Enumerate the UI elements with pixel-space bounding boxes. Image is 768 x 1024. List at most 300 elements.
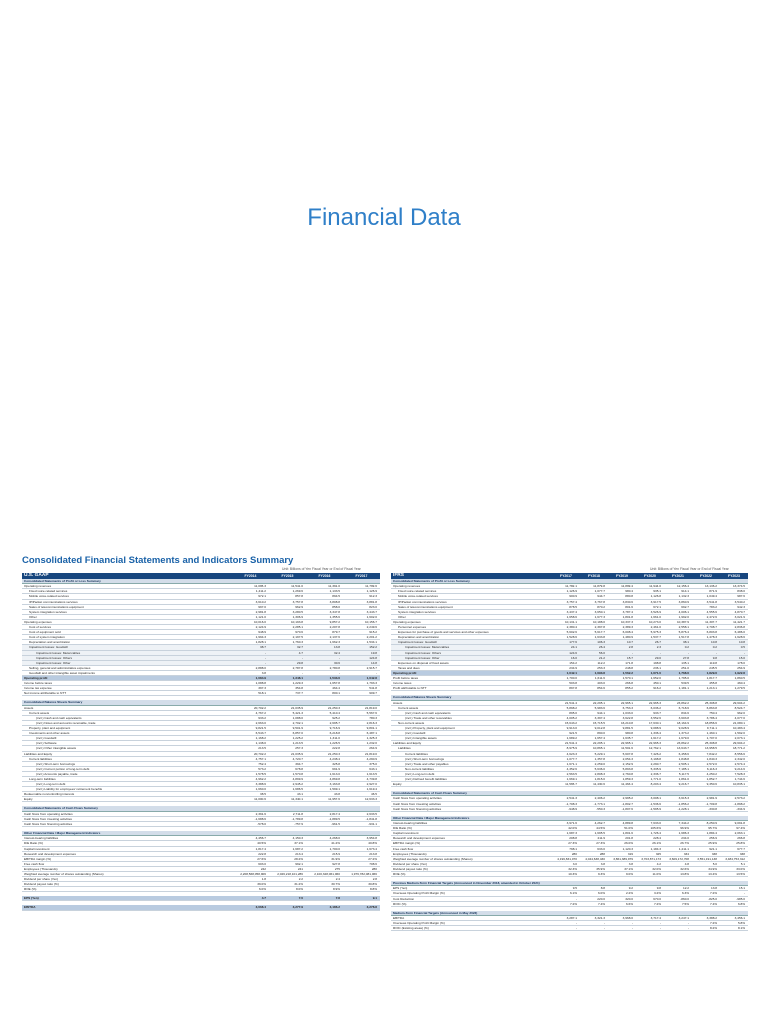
section-heading: Other Financial Data / Major Management Indicators (22, 831, 380, 836)
row-value: 1,679.0 (678, 736, 689, 741)
row-value: 1,132.3 (678, 594, 689, 599)
row-value: 3.2% (653, 891, 661, 896)
row-value: 9,214.6 (734, 766, 745, 771)
row-value: 3,650.1 (594, 609, 605, 614)
row-value: 7,842.2 (706, 751, 717, 756)
row-value: 2,290.7 (650, 761, 661, 766)
row-label: Cash flows from financing activities (24, 821, 73, 826)
row-value: 5,975.3 (650, 630, 661, 635)
row-value: 5.8% (737, 921, 745, 926)
row-value: 26.7 (654, 640, 661, 645)
row-value: 9,881.5 (622, 726, 633, 731)
row-value: 0.2 (684, 645, 689, 650)
row-value: 1,181.1 (678, 686, 689, 691)
row-value: 35.9% (596, 866, 605, 871)
row-value: 1,611.6 (594, 675, 605, 680)
column-header: FY2020 (644, 573, 656, 578)
row-value: 2,574.4 (734, 761, 745, 766)
row-value: 890.0 (597, 731, 605, 736)
row-value: 1,533.6 (329, 675, 340, 680)
row-value: 4.7 (298, 650, 303, 655)
row-value: 3,552.6 (650, 715, 661, 720)
row-value: 2.8 (372, 877, 377, 882)
row-label: Current liabilities (29, 756, 52, 761)
row-value: 11,340.1 (291, 797, 303, 802)
row-value: -961.5 (331, 821, 340, 826)
row-value: 10,016.0 (253, 619, 266, 624)
section-title: Consolidated Financial Statements and Indicators Summary (22, 555, 294, 566)
row-value: 1,528.6 (566, 635, 577, 640)
row-value: 4,870.7 (734, 609, 745, 614)
row-value: 871.9 (709, 589, 717, 594)
row-label: Long-term liabilities (29, 776, 56, 781)
row-value: 8.8% (369, 887, 377, 892)
row-value: 879.7 (332, 630, 340, 635)
row-value: 325 (655, 851, 661, 856)
row-value: 43.1 (296, 792, 303, 797)
row-value: 672.1 (653, 604, 661, 609)
row-value: 3,881.8 (366, 599, 377, 604)
row-value: 213.5 (258, 746, 266, 751)
row-value: 4,456.7 (255, 836, 266, 841)
row-value: 8,975.9 (566, 746, 577, 751)
row-value: 9,716.9 (329, 726, 340, 731)
row-value: 3,186.2 (329, 905, 340, 910)
row-value: 2,708.7 (706, 625, 717, 630)
row-label: Operating expenses (24, 619, 52, 624)
row-value: 3,954.8 (366, 836, 377, 841)
row-value: 3,068.4 (255, 905, 266, 910)
row-value: - (301, 670, 303, 675)
row-label: Income before taxes (24, 681, 53, 686)
row-label: Assets (24, 705, 34, 710)
row-label: Cash flows from operating activities (393, 796, 442, 801)
section-heading: Previous Medium-Term Financial Targets (Announced in November 2018, amended in October 2021) (391, 881, 748, 886)
row-value: 10,865.1 (592, 746, 605, 751)
row-value: 2,207.8 (329, 625, 340, 630)
row-value: 464.4 (332, 686, 340, 691)
row-value: 222.8 (332, 746, 340, 751)
row-value: 3,917.5 (650, 599, 661, 604)
row-value: 1,829.6 (706, 670, 717, 675)
row-value: 21,250.3 (327, 705, 340, 710)
row-value: 8.9% (332, 887, 340, 892)
row-value: 3,287.1 (566, 916, 577, 921)
row-label: Cost of equipment sold (29, 630, 61, 635)
row-label: IP/Packet communications services (29, 599, 78, 604)
row-value: 2,702.1 (292, 720, 303, 725)
row-value: 3,860.9 (678, 599, 689, 604)
row-value: 21,080.1 (732, 720, 745, 725)
row-value: 933.7 (653, 710, 661, 715)
row-value: 27.8 (682, 655, 689, 660)
row-value: 6,753.3 (622, 705, 633, 710)
row-value: 397.3 (258, 686, 266, 691)
row-label: Operating revenues (24, 584, 52, 589)
row-value: 992.1 (295, 861, 303, 866)
row-value: 9,088.9 (650, 726, 661, 731)
row-value: 1,570.1 (622, 675, 633, 680)
row-value: 1,848.8 (678, 756, 689, 761)
row-value: 11,782.1 (565, 584, 577, 589)
row-value: 4.7 (261, 896, 266, 901)
row-label: Operating revenues (393, 584, 421, 589)
row-value: 171.8 (625, 660, 633, 665)
row-value: 135.1 (681, 660, 689, 665)
right-unit-note: Unit: Billions of Yen Fiscal Year or End of Fiscal Year (650, 567, 729, 571)
row-value: 11,463.4 (621, 782, 633, 787)
row-value: 3,163.8 (329, 782, 340, 787)
row-value: 5,567.6 (366, 710, 377, 715)
row-value: 3,971.6 (566, 821, 577, 826)
row-value: 2,406.2 (594, 796, 605, 801)
row-value: - (301, 655, 303, 660)
row-value: 3,198.8 (650, 756, 661, 761)
column-header: FY2018 (588, 573, 600, 578)
row-value: - (575, 921, 577, 926)
row-value: 11,501.6 (621, 746, 633, 751)
row-value: 7.4% (597, 901, 605, 906)
column-header: FY2022 (700, 573, 712, 578)
row-value: 21,250.3 (327, 751, 340, 756)
row-value: 30.6 (333, 660, 340, 665)
row-value: 7,344.2 (678, 821, 689, 826)
row-value: 288 (599, 851, 605, 856)
row-value: 1,211.1 (678, 846, 689, 851)
row-value: 21,035.9 (290, 705, 303, 710)
row-value: 280 (371, 866, 377, 871)
row-value: 5,983.6 (594, 705, 605, 710)
row-value: 105.6% (650, 826, 661, 831)
row-value: 32.3% (568, 866, 577, 871)
row-label: Equity (24, 797, 33, 802)
column-header: FY2021 (672, 573, 684, 578)
row-value: 6,008.4 (622, 630, 633, 635)
row-label: Cost of services (29, 625, 52, 630)
row-label: Goodwill and other intangible asset impairments (29, 670, 95, 675)
row-value: 9.8 (656, 886, 661, 891)
row-value: 677.7 (737, 846, 745, 851)
row-value: 6.1% (569, 891, 577, 896)
row-value: 2,981.8 (255, 609, 266, 614)
row-label: Free cash flow (393, 846, 414, 851)
row-value: 1,801.8 (622, 614, 633, 619)
row-label: EBITDA (24, 905, 36, 910)
row-value: 3,703,871,173 (641, 856, 661, 861)
row-value: - (338, 670, 340, 675)
row-value: 31.9% (331, 856, 340, 861)
row-label: (incl.) Other intangible assets (36, 746, 77, 751)
row-value: 1,213.1 (706, 686, 717, 691)
row-value: 750.4 (709, 710, 717, 715)
row-value: 22,965.1 (620, 700, 633, 705)
row-value: 1,373.2 (678, 731, 689, 736)
row-value: 2,100,328,061,060 (314, 871, 340, 876)
row-value: 245.5 (709, 665, 717, 670)
row-value: 338 (711, 851, 717, 856)
row-value: 1,537.7 (650, 635, 661, 640)
row-label: (incl.) Cash and cash equivalents (405, 710, 451, 715)
row-value: 20,702.2 (253, 705, 266, 710)
row-value: 1,793.3 (366, 681, 377, 686)
row-value: 33.0% (736, 866, 745, 871)
row-value: 5,117.5 (678, 771, 689, 776)
row-value: 1,619.4 (366, 787, 377, 792)
row-value: 9,821.5 (255, 726, 266, 731)
row-value: 26.0% (624, 841, 633, 846)
row-value: 9,711.1 (706, 726, 717, 731)
row-value: 32.6% (680, 866, 689, 871)
row-value: 10,273.0 (648, 619, 661, 624)
row-value: 909.7 (369, 691, 377, 696)
row-value: 2,816.3 (366, 720, 377, 725)
row-value: 29.8 (296, 660, 303, 665)
row-label: Impairment losses: Other (405, 655, 440, 660)
row-label: Non-current assets (398, 720, 425, 725)
row-value: 1,478.3 (706, 635, 717, 640)
row-value: 30.8% (368, 882, 377, 887)
row-label: ROE (%) (24, 887, 37, 892)
row-value: 254.9 (737, 665, 745, 670)
column-header: FY2023 (728, 573, 740, 578)
row-value: 1,126.8 (650, 594, 661, 599)
row-value: 801.6 (625, 604, 633, 609)
row-label: Current assets (398, 705, 419, 710)
row-value: 1,635.7 (622, 736, 633, 741)
row-value: 7.5% (681, 901, 689, 906)
row-value: 4.8 (684, 861, 689, 866)
table-section (391, 816, 748, 877)
row-label: Cash flows from investing activities (393, 801, 441, 806)
row-label: Profit attributable to NTT (393, 686, 427, 691)
row-value: 3,551,191,138 (697, 856, 717, 861)
row-value: 27.2% (368, 856, 377, 861)
row-value: 3,541.8 (706, 599, 717, 604)
row-value: - (338, 655, 340, 660)
row-value: 40.5% (257, 841, 266, 846)
column-header: FY2017 (560, 573, 572, 578)
row-value: 823.0 (369, 604, 377, 609)
row-value: 31.2% (294, 882, 303, 887)
row-value: 9.1 (372, 896, 377, 901)
row-value: 22,965.3 (648, 700, 661, 705)
row-value: 11,957.6 (328, 797, 340, 802)
row-value: 22,965.1 (620, 741, 633, 746)
row-value: 1.8 (261, 877, 266, 882)
row-label: Cost Reduction (393, 896, 415, 901)
row-value: 3,247.1 (678, 916, 689, 921)
row-value: 1,033.0 (622, 710, 633, 715)
row-value: 1,859.3 (622, 776, 633, 781)
row-value: 2,336.7 (650, 771, 661, 776)
row-value: 6.0% (597, 891, 605, 896)
row-value: 4,250.2 (706, 771, 717, 776)
row-value: 375.0 (369, 761, 377, 766)
row-value: 541.8 (369, 686, 377, 691)
row-value: 4,290.9 (366, 756, 377, 761)
row-value: 51.0% (624, 826, 633, 831)
row-value: 7.2% (709, 891, 717, 896)
row-value: 7.2% (653, 901, 661, 906)
row-value: 236.1 (653, 665, 661, 670)
row-label: Capital investment (393, 831, 419, 836)
row-value: 266.8 (625, 681, 633, 686)
row-label: Fixed voice-related services (29, 589, 68, 594)
row-value: 39.0% (257, 882, 266, 887)
table-section (22, 896, 380, 901)
row-value: 450.1 (653, 681, 661, 686)
row-value: 643.1 (369, 766, 377, 771)
section-heading: Consolidated Statements of Profit or Loss Summary (391, 579, 748, 584)
row-value: - (659, 650, 661, 655)
row-value: 4,555.6 (706, 609, 717, 614)
row-value: 9,091.8 (734, 821, 745, 826)
row-value: 6,487.1 (366, 731, 377, 736)
row-value: 10,337.3 (620, 619, 633, 624)
row-label: Income tax expense (24, 686, 52, 691)
row-value: 855.2 (625, 686, 633, 691)
section-heading: Medium-Term Financial Targets (Announced in May 2023) (391, 911, 748, 916)
row-value: -825.0 (708, 896, 717, 901)
table-row (22, 896, 380, 901)
row-value: 1,660.0 (255, 787, 266, 792)
row-value: 1,801.6 (622, 831, 633, 836)
row-label: Free cash flow (24, 861, 45, 866)
row-value: 96.9% (680, 826, 689, 831)
row-value: 22,295.1 (592, 700, 605, 705)
row-value: 11,095.3 (254, 584, 266, 589)
row-value: 9,350.6 (706, 782, 717, 787)
row-value: -1,841.8 (365, 816, 377, 821)
row-value: 2,472.6 (706, 614, 717, 619)
row-value: 921.1 (709, 846, 717, 851)
row-value: 201.8 (625, 836, 633, 841)
row-label: Research and development expenses (393, 836, 445, 841)
row-label: Redeemable noncontrolling interests (24, 792, 75, 797)
row-value: 2,695.7 (329, 720, 340, 725)
row-label: Personnel expenses (398, 625, 427, 630)
row-value: 34.9% (708, 866, 717, 871)
row-value: 1,994.3 (255, 635, 266, 640)
row-value: 7,528.3 (734, 771, 745, 776)
row-value: 222.8 (258, 851, 266, 856)
row-value: 838.0 (737, 589, 745, 594)
row-label: Cash flows from investing activities (24, 816, 72, 821)
row-value: 22,965.3 (648, 741, 661, 746)
row-value: 7,426.2 (650, 751, 661, 756)
row-value: 7.8 (335, 896, 340, 901)
row-value: 3,321.3 (594, 916, 605, 921)
row-value: -1,773.1 (593, 801, 605, 806)
row-value: 2.4 (335, 877, 340, 882)
row-value: - (575, 926, 577, 931)
row-label: (incl.) Accounts payable, trade (36, 771, 78, 776)
table-row (391, 926, 748, 931)
row-value: 1,695.5 (594, 831, 605, 836)
row-value: 692.7 (681, 604, 689, 609)
row-label: (incl.) Intangible assets (405, 736, 437, 741)
row-value: 152.2 (369, 645, 377, 650)
row-value: 1,633.8 (594, 635, 605, 640)
row-value: 1,311.0 (329, 736, 340, 741)
row-value: 320.0 (625, 896, 633, 901)
row-value: 2.2 (298, 877, 303, 882)
row-value: 15.1 (738, 886, 745, 891)
row-value: 2,563.5 (566, 771, 577, 776)
row-value: - (631, 921, 633, 926)
row-value: 1,671.1 (566, 761, 577, 766)
row-value: 21,541.4 (564, 700, 577, 705)
row-value: 1,229.3 (292, 681, 303, 686)
row-value: 9,012.8 (594, 726, 605, 731)
row-value: 573.2 (258, 766, 266, 771)
row-value: 2,152.9 (622, 761, 633, 766)
row-label: Interest-bearing liabilities (393, 821, 428, 826)
row-label: Weighted average number of shares outstanding (Shares) (24, 871, 104, 876)
row-value: 7.2% (569, 901, 577, 906)
row-value: 912.3 (369, 594, 377, 599)
row-value: 11,391.0 (328, 584, 340, 589)
row-value: 2,915.7 (366, 665, 377, 670)
row-value: 1,652.0 (650, 675, 661, 680)
row-value: 10,387.9 (676, 619, 689, 624)
row-value: 2.8 (628, 645, 633, 650)
row-value: 280 (571, 851, 577, 856)
row-value: 27.6% (257, 856, 266, 861)
row-value: 2,505.1 (678, 761, 689, 766)
row-value: 4,238.4 (329, 756, 340, 761)
row-value: - (687, 926, 689, 931)
row-value: 6.0% (258, 887, 266, 892)
row-value: 942.3 (737, 604, 745, 609)
row-value: 2,201.2 (366, 635, 377, 640)
row-value: 2,124.9 (255, 625, 266, 630)
row-value: 13.8 (333, 645, 340, 650)
row-label: Operating profit (393, 670, 417, 675)
row-value: 266.8 (737, 836, 745, 841)
row-label: Selling, general and administrative expenses (29, 665, 91, 670)
row-value: 3,830.6 (622, 599, 633, 604)
row-value: 1,642.8 (366, 675, 377, 680)
row-label: Liabilities and Equity (393, 741, 422, 746)
row-value: 37.1% (294, 841, 303, 846)
row-value: 1,657.4 (594, 736, 605, 741)
row-value: -1,228.1 (677, 806, 689, 811)
row-value: 997.0 (258, 604, 266, 609)
row-value: 10.8 (710, 640, 717, 645)
row-value: 0.5 (740, 645, 745, 650)
row-value: 9.3% (597, 871, 605, 876)
row-value: 1,355.6 (329, 614, 340, 619)
row-label: Impairment losses: Other (36, 660, 71, 665)
row-value: -1,856.2 (677, 801, 689, 806)
row-value: 208.8 (569, 836, 577, 841)
table-section (22, 905, 380, 910)
row-label: Impairment losses: Goodwill (29, 645, 68, 650)
row-label: Expenses on disposal of fixed assets (398, 660, 449, 665)
row-value: 15.7 (626, 655, 633, 660)
row-value: 21,035.9 (290, 751, 303, 756)
row-value: 1,669.1 (566, 776, 577, 781)
row-value: 4,196,831,070 (557, 856, 577, 861)
row-value: 6,486.0 (734, 630, 745, 635)
row-value: 3,388.2 (706, 916, 717, 921)
row-value: 2,817.4 (329, 811, 340, 816)
row-label: Cash flows from financing activities (393, 806, 442, 811)
row-value: 154.2 (569, 660, 577, 665)
row-value: 2,380.4 (566, 625, 577, 630)
row-value: 106.3 (597, 640, 605, 645)
